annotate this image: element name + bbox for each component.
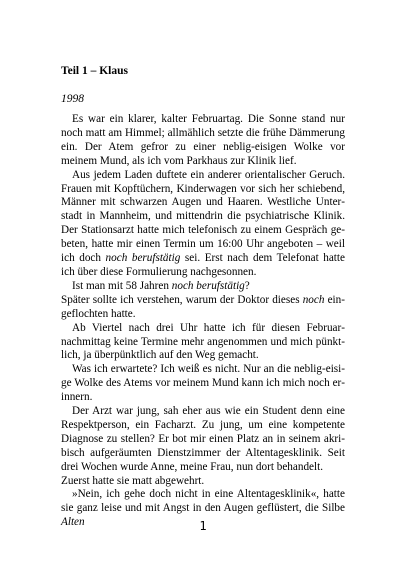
body-text [61, 113, 345, 530]
paragraph [61, 405, 345, 475]
paragraph [61, 169, 345, 280]
text-segment: Der Arzt war jung, sah eher aus wie ein Student denn eine Respektperson, ein Facharzt. Zu jung, um eine kompetente Diagnose zu stellen? Er bot mir einen Platz an in seinem akribisch aufgeräumten Dienstzimmer der Altentagesklinik. Seit drei Wochen wurde Anne, meine Frau, nun dort behandelt. [61, 405, 345, 473]
chapter-year: 1998 [61, 93, 84, 105]
italic-text: noch [302, 293, 325, 306]
book-page [61, 0, 345, 565]
paragraph [61, 363, 345, 405]
paragraph [61, 294, 345, 322]
paragraph [61, 280, 345, 294]
italic-text: noch berufstätig [171, 279, 245, 292]
text-segment: Was ich erwartete? Ich weiß es nicht. Nur an die neblig-eisige Wolke des Atems vor meinem Mund kann ich mich noch erinnern. [61, 363, 345, 404]
italic-text: Alten [61, 516, 85, 529]
paragraph [61, 113, 345, 169]
paragraph [61, 322, 345, 364]
text-segment: Ab Viertel nach drei Uhr hatte ich für diesen Februarnachmittag keine Termine mehr angenommen und mich pünktlich, ja überpünktlich auf den Weg gemacht. [61, 321, 345, 362]
text-segment: Später sollte ich verstehen, warum der Doktor dieses [61, 293, 303, 306]
text-segment: Ist man mit 58 Jahren [72, 279, 172, 292]
paragraph [61, 475, 345, 489]
page-number: 1 [199, 519, 207, 533]
italic-text: noch berufstätig [105, 252, 181, 265]
text-segment: Es war ein klarer, kalter Februartag. Die Sonne stand nur noch matt am Himmel; allmählich setzte die frühe Dämmerung ein. Der Atem gefror zu einer neblig-eisigen Wolke vor meinem Mund, als ich vom Parkhaus zur Klinik lief. [61, 113, 345, 167]
text-segment: »Nein, ich gehe doch nicht in eine Altentagesklinik«, hatte sie ganz leise und mit Angst in den Augen geflüstert, die Silbe [61, 488, 345, 515]
text-segment: Aus jedem Laden duftete ein anderer orientalischer Geruch. Frauen mit Kopftüchern, Kinderwagen vor sich her schiebend, Männer mit schwarzen Augen und Haaren. Westliche Unterstadt in Mannheim, und mittendrin die psychiatrische Klinik. Der Stationsarzt hatte mich telefonisch zu einem Gespräch gebeten, hatte mir einen Termin um 16:00 Uhr angeboten – weil ich doch [61, 168, 345, 265]
text-segment: Zuerst hatte sie matt abgewehrt. [61, 474, 205, 487]
text-segment: eingeflochten hatte. [61, 293, 345, 320]
text-segment: ? [244, 279, 250, 292]
text-segment: sei. Erst nach dem Telefonat hatte ich über diese Formulierung nachgesonnen. [61, 252, 345, 278]
chapter-heading: Teil 1 – Klaus [61, 65, 128, 77]
